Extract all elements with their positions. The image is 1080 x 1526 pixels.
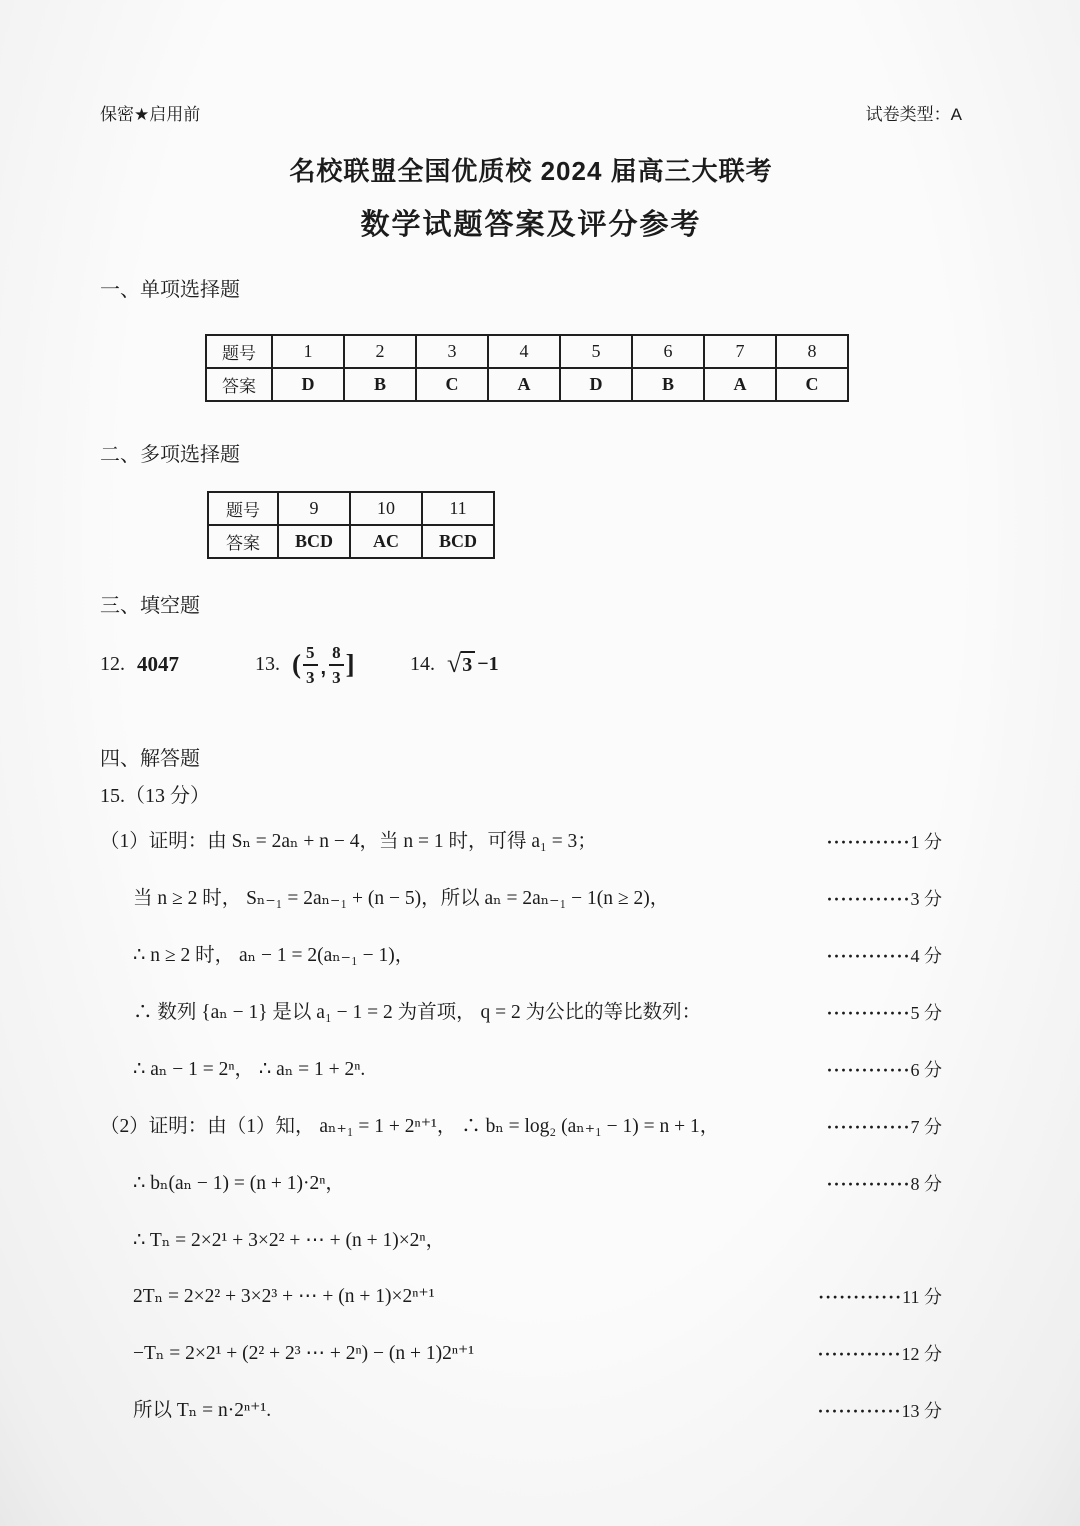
answer-cell: BCD — [278, 525, 350, 558]
score-mark — [826, 885, 962, 913]
score-dots: ············ — [826, 1117, 911, 1137]
answer-label: 答案 — [208, 525, 278, 558]
answer-cell: A — [488, 368, 560, 401]
section-single-choice: 一、单项选择题 — [100, 279, 240, 301]
score-label: 11 分 — [902, 1287, 942, 1307]
score-mark — [818, 1283, 962, 1311]
proof-text: （1）证明：由 Sₙ = 2aₙ + n − 4，当 n = 1 时，可得 a₁ = 3； — [100, 831, 597, 852]
comma: , — [320, 656, 327, 679]
score-label: 6 分 — [910, 1060, 942, 1080]
question-number-cell: 8 — [776, 335, 848, 368]
score-dots: ············ — [818, 1287, 903, 1307]
answer-cell: BCD — [422, 525, 494, 558]
score-mark — [826, 999, 962, 1027]
proof-text: −Tₙ = 2×2¹ + (2² + 2³ ⋯ + 2ⁿ) − (n + 1)2ⁿ⁺¹ — [133, 1343, 475, 1364]
score-dots: ············ — [826, 832, 911, 852]
answer-cell: B — [344, 368, 416, 401]
proof-text: ∴ 数列 {aₙ − 1} 是以 a₁ − 1 = 2 为首项， q = 2 为公比的等比数列： — [133, 1002, 702, 1023]
question-number-cell: 10 — [350, 492, 422, 525]
score-label: 8 分 — [910, 1174, 942, 1194]
answer-cell: AC — [350, 525, 422, 558]
multi-choice-table — [207, 491, 495, 559]
fraction — [329, 643, 344, 686]
answer-cell: B — [632, 368, 704, 401]
score-dots: ············ — [826, 1174, 911, 1194]
expression-rest: −1 — [477, 652, 499, 675]
table-row — [206, 368, 848, 401]
score-mark — [942, 1227, 962, 1228]
close-bracket: ] — [345, 648, 355, 679]
score-mark — [826, 942, 962, 970]
fraction-denominator: 3 — [332, 667, 341, 687]
score-dots: ············ — [826, 946, 911, 966]
answer-label: 答案 — [206, 368, 272, 401]
answer-cell: A — [704, 368, 776, 401]
score-dots: ············ — [826, 1003, 911, 1023]
score-dots: ············ — [826, 1060, 911, 1080]
table-row — [208, 525, 494, 558]
answer-cell: C — [776, 368, 848, 401]
section-free-response: 四、解答题 — [100, 748, 200, 770]
proof-line — [100, 942, 962, 970]
single-choice-table — [205, 334, 849, 402]
question-number-cell: 9 — [278, 492, 350, 525]
question-number-cell: 4 — [488, 335, 560, 368]
question-number-cell: 3 — [416, 335, 488, 368]
score-mark — [826, 828, 962, 856]
answer-q12 — [100, 652, 255, 677]
fraction-numerator: 5 — [303, 643, 318, 666]
paper-type-label: 试卷类型：A — [865, 105, 962, 124]
question-number-cell: 1 — [272, 335, 344, 368]
exam-title: 名校联盟全国优质校 2024 届高三大联考 — [289, 156, 773, 186]
table-row — [208, 492, 494, 525]
answer-cell: C — [416, 368, 488, 401]
proof-text: （2）证明：由（1）知， aₙ₊₁ = 1 + 2ⁿ⁺¹， ∴ bₙ = log₂ (aₙ₊₁ − 1) = n + 1， — [100, 1116, 720, 1137]
question-number-cell: 2 — [344, 335, 416, 368]
score-label: 3 分 — [910, 889, 942, 909]
question-number: 13. — [255, 652, 280, 675]
radical-sign: √ — [447, 649, 462, 678]
question-number-cell: 11 — [422, 492, 494, 525]
proof-text: 2Tₙ = 2×2² + 3×2³ + ⋯ + (n + 1)×2ⁿ⁺¹ — [133, 1286, 435, 1307]
score-dots: ············ — [826, 889, 911, 909]
proof-line — [100, 885, 962, 913]
score-mark — [826, 1056, 962, 1084]
proof-line — [100, 1340, 962, 1368]
fraction — [303, 643, 318, 686]
proof-line — [100, 999, 962, 1027]
question-15-heading: 15.（13 分） — [100, 785, 210, 807]
proof-text: 当 n ≥ 2 时， Sₙ₋₁ = 2aₙ₋₁ + (n − 5)，所以 aₙ = 2aₙ₋₁ − 1(n ≥ 2)， — [133, 888, 670, 909]
question-number-cell: 6 — [632, 335, 704, 368]
score-dots: ············ — [817, 1344, 902, 1364]
proof-text: ∴ Tₙ = 2×2¹ + 3×2² + ⋯ + (n + 1)×2ⁿ， — [133, 1230, 446, 1251]
proof-line — [100, 1227, 962, 1254]
classification-label: 保密★启用前 — [100, 105, 201, 124]
question-number: 14. — [410, 652, 435, 675]
answer-cell: D — [560, 368, 632, 401]
score-dots: ············ — [817, 1401, 902, 1421]
score-label: 12 分 — [901, 1344, 942, 1364]
proof-text: ∴ bₙ(aₙ − 1) = (n + 1)·2ⁿ， — [133, 1173, 345, 1194]
fill-blank-answers — [100, 632, 962, 696]
answer-value: 4047 — [137, 651, 179, 676]
fraction-denominator: 3 — [306, 667, 315, 687]
proof-line — [100, 1056, 962, 1084]
document-header — [100, 100, 962, 125]
section-multi-choice: 二、多项选择题 — [100, 444, 240, 466]
question-number-label: 题号 — [206, 335, 272, 368]
proof-line — [100, 1397, 962, 1425]
answer-q14 — [410, 651, 499, 677]
question-number-label: 题号 — [208, 492, 278, 525]
score-label: 1 分 — [910, 832, 942, 852]
score-label: 4 分 — [910, 946, 942, 966]
question-number: 12. — [100, 652, 125, 675]
answer-cell: D — [272, 368, 344, 401]
question-number-cell: 5 — [560, 335, 632, 368]
score-mark — [817, 1397, 962, 1425]
proof-line — [100, 1113, 962, 1141]
score-label: 13 分 — [901, 1401, 942, 1421]
score-mark — [817, 1340, 962, 1368]
fraction-numerator: 8 — [329, 643, 344, 666]
score-label: 7 分 — [910, 1117, 942, 1137]
open-paren: ( — [292, 648, 301, 679]
proof-text: 所以 Tₙ = n·2ⁿ⁺¹. — [133, 1400, 272, 1421]
question-number-cell: 7 — [704, 335, 776, 368]
proof-text: ∴ aₙ − 1 = 2ⁿ， ∴ aₙ = 1 + 2ⁿ. — [133, 1059, 366, 1080]
answer-key-subtitle: 数学试题答案及评分参考 — [360, 209, 702, 241]
question-15-solution — [100, 828, 962, 1425]
table-row — [206, 335, 848, 368]
proof-line — [100, 1170, 962, 1198]
proof-line — [100, 828, 962, 856]
section-fill-blank: 三、填空题 — [100, 595, 200, 617]
score-mark — [826, 1113, 962, 1141]
radicand: 3 — [461, 651, 475, 677]
answer-q13 — [255, 643, 410, 686]
proof-line — [100, 1283, 962, 1311]
score-mark — [826, 1170, 962, 1198]
score-label: 5 分 — [910, 1003, 942, 1023]
proof-text: ∴ n ≥ 2 时， aₙ − 1 = 2(aₙ₋₁ − 1)， — [133, 945, 415, 966]
